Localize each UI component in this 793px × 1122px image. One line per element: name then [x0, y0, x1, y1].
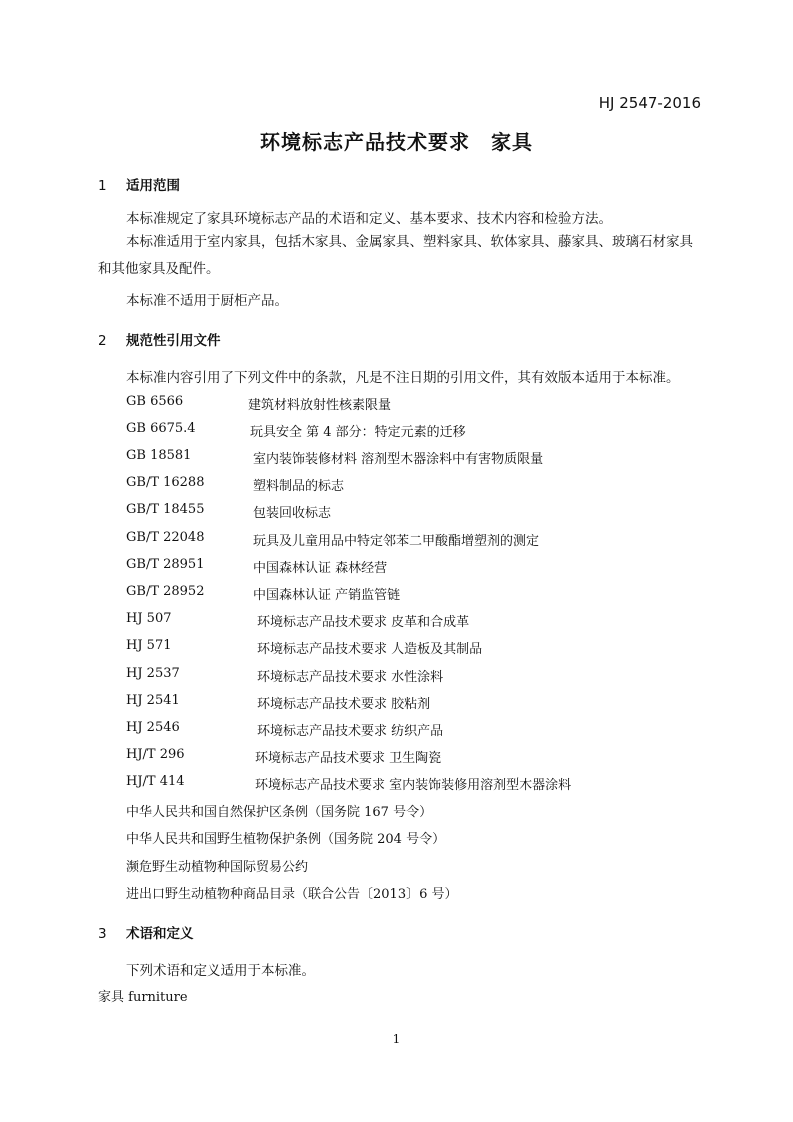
reference-name: 环境标志产品技术要求 纺织产品 — [257, 724, 444, 739]
reference-name: 建筑材料放射性核素限量 — [248, 398, 392, 413]
reference-name: 塑料制品的标志 — [253, 479, 345, 494]
reference-code: GB 6675.4 — [126, 421, 196, 436]
reference-code: HJ/T 296 — [126, 747, 185, 762]
other-reference: 中华人民共和国自然保护区条例（国务院 167 号令） — [126, 805, 433, 820]
other-reference: 濒危野生动植物种国际贸易公约 — [126, 860, 309, 875]
reference-name: 环境标志产品技术要求 室内装饰装修用溶剂型木器涂料 — [255, 778, 572, 793]
reference-name: 环境标志产品技术要求 水性涂料 — [257, 670, 444, 685]
reference-name: 环境标志产品技术要求 人造板及其制品 — [257, 642, 483, 657]
reference-name: 中国森林认证 产销监管链 — [253, 588, 401, 603]
reference-code: GB/T 28951 — [126, 557, 205, 572]
reference-code: GB/T 18455 — [126, 502, 205, 517]
reference-code: HJ/T 414 — [126, 774, 185, 789]
reference-code: HJ 507 — [126, 611, 172, 626]
other-reference: 进出口野生动植物种商品目录（联合公告〔2013〕6 号） — [126, 887, 458, 902]
terms-intro: 下列术语和定义适用于本标准。 — [126, 963, 315, 979]
section-number: 3 — [98, 926, 107, 942]
document-title: 环境标志产品技术要求 家具 — [260, 130, 533, 154]
references-intro: 本标准内容引用了下列文件中的条款，凡是不注日期的引用文件，其有效版本适用于本标准。 — [126, 370, 680, 386]
section-title: 适用范围 — [126, 178, 180, 194]
scope-paragraph-3: 本标准不适用于厨柜产品。 — [126, 293, 288, 309]
reference-name: 环境标志产品技术要求 皮革和合成革 — [257, 615, 470, 630]
scope-paragraph-2: 本标准适用于室内家具，包括木家具、金属家具、塑料家具、软体家具、藤家具、玻璃石材家具和其他家具及配件。 — [98, 234, 693, 277]
reference-code: GB/T 28952 — [126, 584, 205, 599]
reference-code: HJ 2546 — [126, 720, 180, 735]
reference-code: GB/T 22048 — [126, 530, 205, 545]
reference-name: 室内装饰装修材料 溶剂型木器涂料中有害物质限量 — [253, 452, 544, 467]
reference-name: 玩具及儿童用品中特定邻苯二甲酸酯增塑剂的测定 — [253, 534, 540, 549]
term-furniture: 家具 furniture — [98, 990, 188, 1005]
reference-code: HJ 2537 — [126, 666, 180, 681]
page-number: 1 — [392, 1032, 401, 1046]
reference-code: HJ 571 — [126, 638, 172, 653]
section-heading-terms — [98, 922, 194, 942]
other-reference: 中华人民共和国野生植物保护条例（国务院 204 号令） — [126, 832, 446, 847]
reference-code: GB 18581 — [126, 448, 192, 463]
section-title: 术语和定义 — [126, 926, 194, 942]
section-number: 2 — [98, 333, 107, 349]
reference-name: 环境标志产品技术要求 胶粘剂 — [257, 697, 431, 712]
section-number: 1 — [98, 178, 107, 194]
reference-code: HJ 2541 — [126, 693, 180, 708]
reference-code: GB 6566 — [126, 394, 184, 409]
reference-code: GB/T 16288 — [126, 475, 205, 490]
standard-code: HJ 2547-2016 — [598, 94, 701, 112]
scope-paragraph-1: 本标准规定了家具环境标志产品的术语和定义、基本要求、技术内容和检验方法。 — [126, 211, 612, 227]
reference-name: 中国森林认证 森林经营 — [253, 561, 388, 576]
reference-name: 玩具安全 第 4 部分：特定元素的迁移 — [250, 425, 466, 440]
section-heading-scope — [98, 174, 180, 194]
section-title: 规范性引用文件 — [126, 333, 221, 349]
reference-name: 包装回收标志 — [253, 506, 332, 521]
reference-name: 环境标志产品技术要求 卫生陶瓷 — [255, 751, 442, 766]
section-heading-references — [98, 329, 221, 349]
